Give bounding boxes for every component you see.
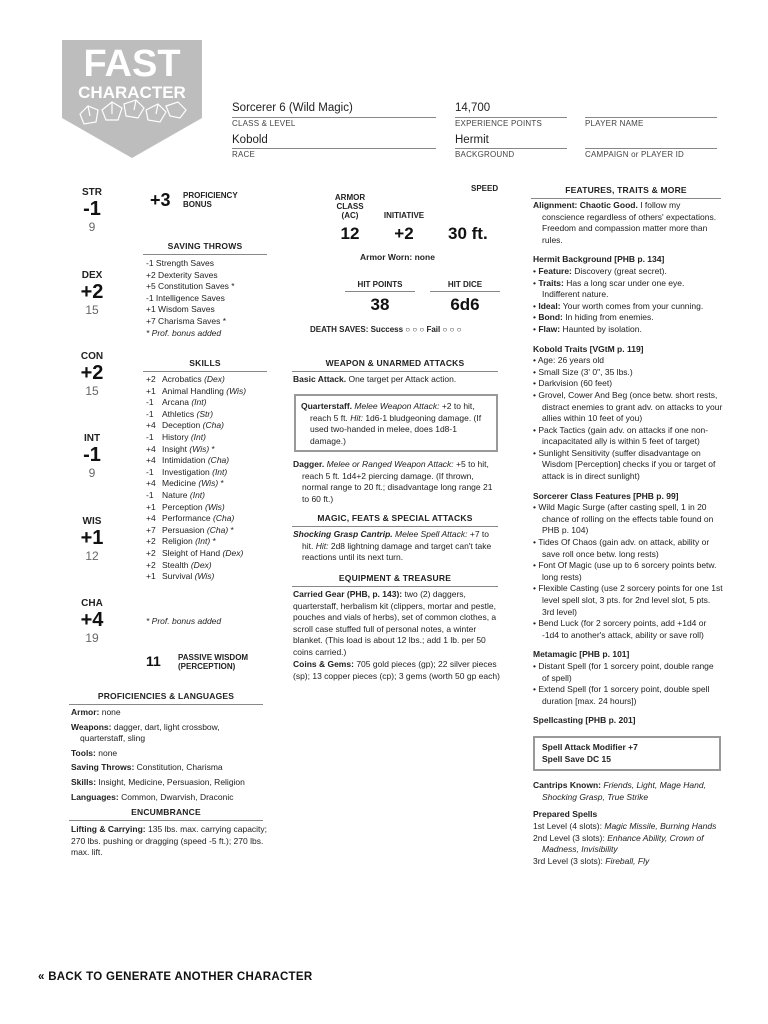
- kobold-trait-item: • Age: 26 years old: [533, 355, 605, 366]
- campaign-label: CAMPAIGN or PLAYER ID: [585, 150, 685, 159]
- shocking-grasp: Shocking Grasp Cantrip. Melee Spell Attack: +7 to hit. Hit: 2d8 lightning damage and target can't take reactions until its next turn.: [293, 529, 492, 563]
- hit-points-label: HIT POINTS: [345, 280, 415, 292]
- spell-level-2: 2nd Level (3 slots): Enhance Ability, Crown of Madness, Invisibility: [533, 832, 704, 855]
- class-level: Sorcerer 6 (Wild Magic): [232, 102, 353, 114]
- equipment-title: EQUIPMENT & TREASURE: [292, 573, 498, 587]
- hit-dice-value: 6d6: [450, 295, 480, 314]
- death-saves: DEATH SAVES: Success ○ ○ ○ Fail ○ ○ ○: [310, 325, 462, 334]
- passive-wisdom-value: 11: [146, 653, 161, 669]
- attacks-title: WEAPON & UNARMED ATTACKS: [292, 358, 498, 372]
- sorcerer-feature-item: • Wild Magic Surge (after casting spell, 1 in 20 chance of rolling on the effects table found on PHB p. 104): [533, 502, 714, 536]
- skill-row: [146, 536, 270, 548]
- skill-ability: (Wis): [198, 478, 219, 489]
- skill-row: [146, 455, 270, 467]
- skill-row: [146, 560, 270, 572]
- ability-name: CHA: [81, 598, 103, 609]
- skill-mod: +4: [146, 455, 156, 466]
- skill-mod: +1: [146, 501, 156, 512]
- skill-name: Deception: [162, 420, 201, 431]
- skill-ability: (Wis): [205, 501, 225, 512]
- back-to-generate-link[interactable]: « BACK TO GENERATE ANOTHER CHARACTER: [38, 971, 313, 983]
- skill-prof-mark: *: [220, 478, 224, 489]
- fast-character-logo: [62, 40, 202, 160]
- ability-name: INT: [83, 433, 101, 444]
- prepared-spells-title: Prepared Spells: [533, 809, 598, 820]
- sorcerer-feature-item: • Flexible Casting (use 2 sorcery points for one 1st level spell slot, 3 pts. for 2nd level slot, 5 pts. 3rd level): [533, 583, 723, 617]
- skill-ability: (Cha): [206, 524, 229, 535]
- saving-throws-title: SAVING THROWS: [143, 241, 267, 255]
- armor-worn: Armor Worn: none: [360, 252, 435, 262]
- carried-gear: Carried Gear (PHB, p. 143): two (2) daggers, quarterstaff, herbalism kit (clippers, mortar and pestle, pouches and vials of herbs), set of common clothes, a scroll case stuffed full of personal notes, a winter blanket. (This load is about 12 lbs.; add 1 lb. per 50 coins carried.): [293, 589, 497, 657]
- skill-row: [146, 548, 270, 560]
- ac-value: 12: [340, 224, 360, 243]
- ac-label: ARMOR CLASS (AC): [334, 193, 366, 220]
- ability-con: [70, 351, 114, 398]
- player-name-label: PLAYER NAME: [585, 119, 644, 128]
- spellcasting-title: Spellcasting [PHB p. 201]: [533, 715, 636, 726]
- cantrips-known: Cantrips Known: Friends, Light, Mage Hand, Shocking Grasp, True Strike: [533, 780, 706, 802]
- experience-points: 14,700: [455, 102, 491, 114]
- ability-score: 9: [88, 220, 96, 234]
- kobold-trait-item: • Small Size (3' 0", 35 lbs.): [533, 366, 633, 377]
- hit-dice-label: HIT DICE: [430, 280, 500, 292]
- background-item: • Flaw: Haunted by isolation.: [533, 323, 642, 334]
- kobold-traits-title: Kobold Traits [VGtM p. 119]: [533, 343, 644, 354]
- skills-note: * Prof. bonus added: [146, 616, 222, 626]
- spell-save-dc: Spell Save DC 15: [542, 753, 611, 764]
- ability-score: 9: [88, 466, 96, 480]
- skill-ability: (Cha): [213, 513, 235, 524]
- kobold-trait-item: • Darkvision (60 feet): [533, 378, 613, 389]
- race: Kobold: [232, 134, 268, 146]
- skill-row: [146, 513, 270, 525]
- ability-mod: +4: [80, 609, 104, 631]
- skill-mod: +7: [146, 524, 156, 535]
- proficiencies-title: PROFICIENCIES & LANGUAGES: [69, 691, 263, 705]
- skill-prof-mark: *: [230, 524, 234, 535]
- background-item: • Feature: Discovery (great secret).: [533, 265, 667, 276]
- proficiencies-list: Armor: none Weapons: dagger, dart, light crossbow, quarterstaff, sling Tools: none Saving Throws: Constitution, Charisma Skills: Insight, Medicine, Persuasion, Religion Languages: Common, Dwarvish, Draconic: [71, 707, 245, 802]
- metamagic-list: [533, 661, 723, 707]
- skill-row: [146, 525, 270, 537]
- spell-stats-box: [533, 736, 721, 771]
- ability-name: DEX: [81, 270, 103, 281]
- skill-ability: (Int): [191, 397, 207, 408]
- sorcerer-feature-item: • Tides Of Chaos (gain adv. on attack, ability or save roll once betw. long rests): [533, 537, 710, 559]
- ability-score: 12: [85, 549, 99, 563]
- ability-mod: +2: [80, 362, 104, 384]
- kobold-trait-item: • Sunlight Sensitivity (suffer disadvantage on Wisdom [Perception] checks if you or target of attack is in direct sunlight): [533, 447, 716, 482]
- logo-line2: CHARACTER: [78, 83, 186, 102]
- logo-line1: FAST: [83, 43, 181, 85]
- save-item: +5 Constitution Saves *: [146, 281, 235, 292]
- skill-name: History: [162, 431, 189, 442]
- skill-row: [146, 374, 270, 386]
- sorcerer-features-title: Sorcerer Class Features [PHB p. 99]: [533, 490, 679, 501]
- sorcerer-features-list: [533, 502, 723, 641]
- skill-mod: -1: [146, 431, 154, 442]
- skill-ability: (Dex): [222, 547, 244, 558]
- skill-ability: (Int): [190, 431, 206, 442]
- background-item: • Ideal: Your worth comes from your cunning.: [533, 300, 704, 311]
- hermit-background-title: Hermit Background [PHB p. 134]: [533, 254, 665, 265]
- ability-score: 15: [85, 303, 99, 317]
- skill-ability: (Dex): [204, 374, 225, 384]
- skill-name: Medicine: [162, 478, 197, 489]
- kobold-trait-item: • Pack Tactics (gain adv. on attacks if one non-incapacitated ally is within 5 feet of target): [533, 424, 709, 447]
- metamagic-item: • Distant Spell (for 1 sorcery point, double range of spell): [533, 660, 714, 683]
- sorcerer-feature-item: • Bend Luck (for 2 sorcery points, add +1d4 or -1d4 to another's attack, ability or save roll): [533, 618, 707, 640]
- passive-wisdom-label: PASSIVE WISDOM (PERCEPTION): [178, 653, 249, 671]
- skill-mod: -1: [146, 466, 154, 477]
- proficiency-bonus-value: +3: [150, 190, 171, 210]
- skill-name: Survival: [162, 571, 193, 582]
- skill-name: Sleight of Hand: [162, 547, 221, 558]
- encumbrance-title: ENCUMBRANCE: [69, 807, 263, 821]
- speed-label: SPEED: [471, 184, 499, 193]
- skill-name: Perception: [162, 501, 203, 512]
- save-item: +1 Wisdom Saves: [146, 304, 215, 315]
- dagger-attack: Dagger. Melee or Ranged Weapon Attack: +5 to hit, reach 5 ft. 1d4+2 piercing damage. (If thrown, normal range to 20 ft.; disadvantage long range 21 to 60 ft.): [293, 459, 493, 504]
- skill-name: Investigation: [162, 466, 210, 477]
- ability-name: STR: [82, 187, 102, 198]
- skill-ability: (Int): [195, 536, 211, 547]
- metamagic-item: • Extend Spell (for 1 sorcery point, double spell duration [max. 24 hours]): [533, 684, 710, 706]
- saving-throws-list: [146, 258, 270, 339]
- features-title: FEATURES, TRAITS & MORE: [531, 185, 721, 199]
- encumbrance-text: Lifting & Carrying: 135 lbs. max. carrying capacity; 270 lbs. pushing or dragging (speed -5 ft.); 270 lbs. max. lift.: [71, 824, 268, 858]
- ability-mod: -1: [83, 444, 101, 466]
- skill-row: [146, 490, 270, 502]
- ability-str: [70, 187, 114, 234]
- quarterstaff-attack: Quarterstaff. Melee Weapon Attack: +2 to hit, reach 5 ft. Hit: 1d6-1 bludgeoning damage. (If used two-handed in melee, does 1d8-1 damage.): [301, 401, 482, 446]
- save-item: -1 Intelligence Saves: [146, 292, 225, 303]
- kobold-trait-item: • Grovel, Cower And Beg (once betw. short rests, distract enemies to grant adv. on attacks to your allies within 10 feet of you): [533, 389, 723, 424]
- skill-ability: (Wis): [226, 385, 247, 396]
- skill-row: [146, 467, 270, 479]
- skill-prof-mark: *: [212, 536, 216, 547]
- skill-name: Arcana: [162, 397, 189, 408]
- background-item: • Bond: In hiding from enemies.: [533, 312, 654, 323]
- skill-row: [146, 397, 270, 409]
- skill-row: [146, 432, 270, 444]
- skill-name: Athletics: [162, 408, 195, 419]
- metamagic-title: Metamagic [PHB p. 101]: [533, 649, 630, 660]
- skill-ability: (Str): [196, 408, 214, 419]
- skill-name: Insight: [162, 443, 188, 454]
- skill-name: Nature: [162, 489, 188, 500]
- ability-score: 19: [85, 631, 99, 645]
- save-item: +7 Charisma Saves *: [146, 315, 227, 326]
- magic-title: MAGIC, FEATS & SPECIAL ATTACKS: [292, 513, 498, 527]
- skill-name: Animal Handling: [162, 385, 224, 396]
- background-label: BACKGROUND: [455, 150, 515, 159]
- skill-ability: (Cha): [207, 455, 230, 466]
- skill-mod: -1: [146, 408, 154, 419]
- skill-row: [146, 420, 270, 432]
- ability-wis: [70, 516, 114, 563]
- skill-name: Stealth: [162, 559, 189, 570]
- skill-name: Persuasion: [162, 524, 205, 535]
- skill-mod: -1: [146, 397, 154, 408]
- ability-cha: [70, 598, 114, 645]
- skill-name: Intimidation: [162, 455, 206, 466]
- save-item: -1 Strength Saves: [146, 258, 215, 268]
- skill-mod: +1: [146, 571, 156, 582]
- class-level-label: CLASS & LEVEL: [232, 119, 296, 128]
- skill-mod: +4: [146, 443, 156, 454]
- save-item: +2 Dexterity Saves: [146, 269, 218, 280]
- skill-ability: (Int): [189, 489, 206, 500]
- sorcerer-feature-item: • Font Of Magic (use up to 6 sorcery points betw. long rests): [533, 560, 717, 582]
- features-column: Alignment: Chaotic Good. I follow my conscience regardless of others' expectations. Freedom and compassion matter more than rules. Hermit Background [PHB p. 134] • Feature: Discovery (great secret). • Traits: Has a long scar under one eye. Indifferent nature. • Ideal: Your worth comes from your cunning. • Bond: In hiding from enemies. • Flaw: Haunted by isolation. Kobold Traits [VGtM p. 119] • Age: 26 years old • Small Size (3' 0", 35 lbs.) • Darkvision (60 feet) • Grovel, Cower And Beg (once betw. short rests, distract enemies to grant adv. on attacks to your allies within 10 feet of you) • Pack Tactics (gain adv. on attacks if one non-incapacitated ally is within 5 feet of target) • Sunlight Sensitivity (suffer disadvantage on Wisdom [Perception] checks if you or target of attack is in direct sunlight) Sorcerer Class Features [PHB p. 99] • Wild Magic Surge (after casting spell, 1 in 20 chance of rolling on the effects table found on PHB p. 104) • Tides Of Chaos (gain adv. on attack, ability or save roll once betw. long rests) • Font Of Magic (use up to 6 sorcery points betw. long rests) • Flexible Casting (use 2 sorcery points for one 1st level spell slot, 3 pts. for 2nd level slot, 5 pts. 3rd level) • Bend Luck (for 2 sorcery points, add +1d4 or -1d4 to another's attack, ability or save roll) Metamagic [PHB p. 101] • Distant Spell (for 1 sorcery point, double range of spell) • Extend Spell (for 1 sorcery point, double spell duration [max. 24 hours]) Spellcasting [PHB p. 201] Spell Attack Modifier +7 Spell Save DC 15 Cantrips Known: Friends, Light, Mage Hand, Shocking Grasp, True Strike Prepared Spells 1st Level (4 slots): Magic Missile, Burning Hands 2nd Level (3 slots): Enhance Ability, Crown of Madness, Invisibility 3rd Level (3 slots): Fireball, Fly: [533, 200, 723, 866]
- skill-row: [146, 478, 270, 490]
- ability-int: [70, 433, 114, 480]
- skill-mod: +4: [146, 478, 156, 489]
- coins-gems: Coins & Gems: 705 gold pieces (gp); 22 silver pieces (sp); 13 copper pieces (cp); 3 gems (worth 50 gp each): [293, 659, 500, 681]
- skill-mod: +2: [146, 374, 156, 384]
- skill-mod: +2: [146, 536, 156, 547]
- skill-name: Performance: [162, 513, 211, 524]
- skill-row: [146, 502, 270, 514]
- initiative-label: INITIATIVE: [383, 211, 425, 220]
- save-note: * Prof. bonus added: [146, 327, 222, 338]
- background: Hermit: [455, 134, 489, 146]
- race-label: RACE: [232, 150, 256, 159]
- skills-title: SKILLS: [143, 358, 267, 372]
- skill-name: Acrobatics: [162, 374, 202, 384]
- skill-prof-mark: *: [211, 443, 215, 454]
- background-list: [533, 266, 723, 336]
- skill-mod: -1: [146, 489, 154, 500]
- skill-row: [146, 409, 270, 421]
- basic-attack: Basic Attack. One target per Attack action.: [293, 374, 457, 384]
- ability-score: 15: [85, 384, 99, 398]
- kobold-traits-list: [533, 355, 723, 483]
- skill-mod: +4: [146, 420, 156, 431]
- skill-ability: (Dex): [190, 559, 212, 570]
- skill-mod: +4: [146, 513, 156, 524]
- spell-attack-modifier: Spell Attack Modifier +7: [542, 741, 638, 752]
- ability-name: WIS: [82, 516, 102, 527]
- skill-row: [146, 444, 270, 456]
- skill-ability: (Wis): [194, 571, 215, 582]
- proficiency-label: PROFICIENCY BONUS: [183, 191, 238, 209]
- initiative-value: +2: [394, 224, 414, 243]
- ability-mod: +2: [80, 281, 104, 303]
- skill-name: Religion: [162, 536, 193, 547]
- skill-ability: (Int): [212, 466, 228, 477]
- background-item: • Traits: Has a long scar under one eye. Indifferent nature.: [533, 277, 685, 300]
- skill-row: [146, 571, 270, 583]
- xp-label: EXPERIENCE POINTS: [455, 119, 542, 128]
- skill-mod: +1: [146, 385, 156, 396]
- spell-level-3: 3rd Level (3 slots): Fireball, Fly: [533, 855, 650, 866]
- skill-row: [146, 386, 270, 398]
- speed-value: 30 ft.: [448, 224, 488, 243]
- ability-mod: -1: [83, 198, 101, 220]
- ability-name: CON: [80, 351, 104, 362]
- skill-ability: (Wis): [189, 443, 210, 454]
- ability-dex: [70, 270, 114, 317]
- skill-mod: +2: [146, 559, 156, 570]
- skill-ability: (Cha): [202, 420, 224, 431]
- ability-mod: +1: [80, 527, 104, 549]
- hit-points-value: 38: [370, 295, 390, 314]
- skill-mod: +2: [146, 547, 156, 558]
- spell-level-1: 1st Level (4 slots): Magic Missile, Burning Hands: [533, 820, 717, 831]
- skills-list: [146, 374, 270, 583]
